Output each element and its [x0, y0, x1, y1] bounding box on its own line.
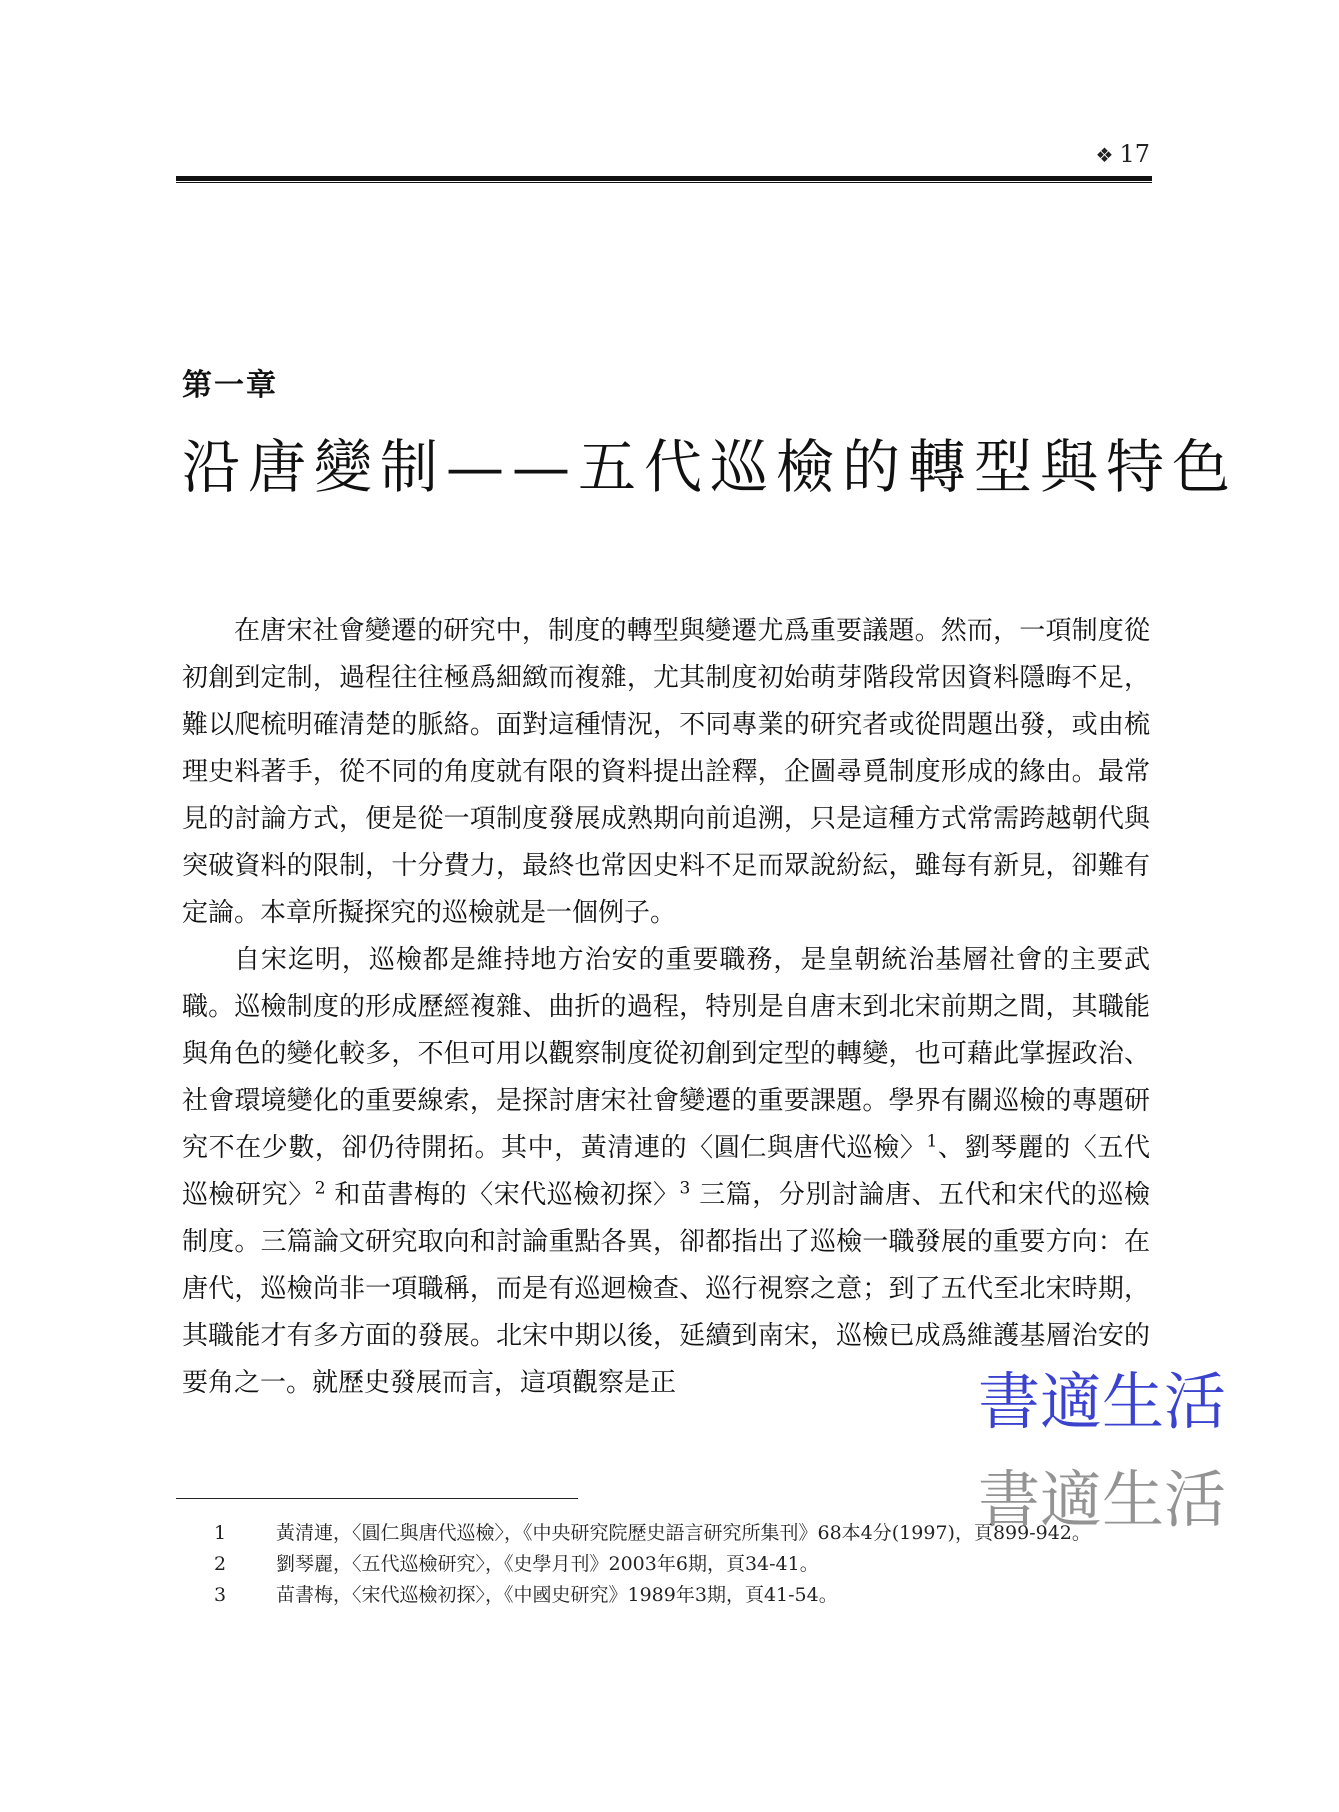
page-number	[1040, 140, 1150, 168]
paragraph-2	[182, 937, 1150, 1407]
paragraph-2-part-d: 三篇，分別討論唐、五代和宋代的巡檢制度。三篇論文研究取向和討論重點各異，卻都指出了巡檢一職發展的重要方向：在唐代，巡檢尚非一項職稱，而是有巡迴檢查、巡行視察之意；到了五代至北宋時期，其職能才有多方面的發展。北宋中期以後，延續到南宋，巡檢已成爲維護基層治安的要角之一。就歷史發展而言，這項觀察是正	[182, 1180, 1150, 1398]
paragraph-2-part-a: 自宋迄明，巡檢都是維持地方治安的重要職務，是皇朝統治基層社會的主要武職。巡檢制度的形成歷經複雜、曲折的過程，特別是自唐末到北宋前期之間，其職能與角色的變化較多，不但可用以觀察制度從初創到定型的轉變，也可藉此掌握政治、社會環境變化的重要線索，是探討唐宋社會變遷的重要課題。學界有關巡檢的專題研究不在少數，卻仍待開拓。其中，黃清連的〈圓仁與唐代巡檢〉	[182, 945, 1150, 1163]
footnote-text: 黃清連，〈圓仁與唐代巡檢〉，《中央研究院歷史語言研究所集刊》68本4分(1997)，頁899-942。	[276, 1522, 1091, 1544]
footnote-text: 劉琴麗，〈五代巡檢研究〉，《史學月刊》2003年6期，頁34-41。	[276, 1553, 819, 1575]
footnote-ref-2: 2	[314, 1178, 326, 1199]
paragraph-1: 在唐宋社會變遷的研究中，制度的轉型與變遷尤爲重要議題。然而，一項制度從初創到定制，過程往往極爲細緻而複雜，尤其制度初始萌芽階段常因資料隱晦不足，難以爬梳明確清楚的脈絡。面對這種情況，不同專業的研究者或從問題出發，或由梳理史料著手，從不同的角度就有限的資料提出詮釋，企圖尋覓制度形成的緣由。最常見的討論方式，便是從一項制度發展成熟期向前追溯，只是這種方式常需跨越朝代與突破資料的限制，十分費力，最終也常因史料不足而眾說紛紜，雖每有新見，卻難有定論。本章所擬探究的巡檢就是一個例子。	[182, 616, 1150, 928]
header-rule	[176, 176, 1152, 183]
footnote-rule	[176, 1498, 578, 1499]
diamond-ornament-icon: ❖	[1095, 143, 1114, 167]
paragraph-2-part-c: 和苗書梅的〈宋代巡檢初探〉	[325, 1180, 680, 1210]
paragraph-2-part-b: 、劉琴麗的〈五代巡檢研究〉	[182, 1133, 1150, 1210]
footnote-number: 2	[214, 1553, 227, 1575]
page-number-value: 17	[1119, 140, 1150, 168]
footnote	[214, 1549, 1154, 1580]
watermark-gray: 書適生活	[978, 1463, 1227, 1536]
footnote-text: 苗書梅，〈宋代巡檢初探〉，《中國史研究》1989年3期，頁41-54。	[276, 1584, 838, 1606]
footnote-number: 1	[214, 1522, 227, 1544]
footnote	[214, 1580, 1154, 1611]
footnote-ref-1: 1	[926, 1131, 938, 1152]
chapter-title: 沿唐變制——五代巡檢的轉型與特色	[182, 433, 1239, 501]
chapter-label: 第一章	[182, 368, 278, 403]
footnote-number: 3	[214, 1584, 227, 1606]
footnote-ref-3: 3	[679, 1178, 691, 1199]
watermark-blue: 書適生活	[978, 1365, 1227, 1438]
body-text	[182, 608, 1150, 1407]
